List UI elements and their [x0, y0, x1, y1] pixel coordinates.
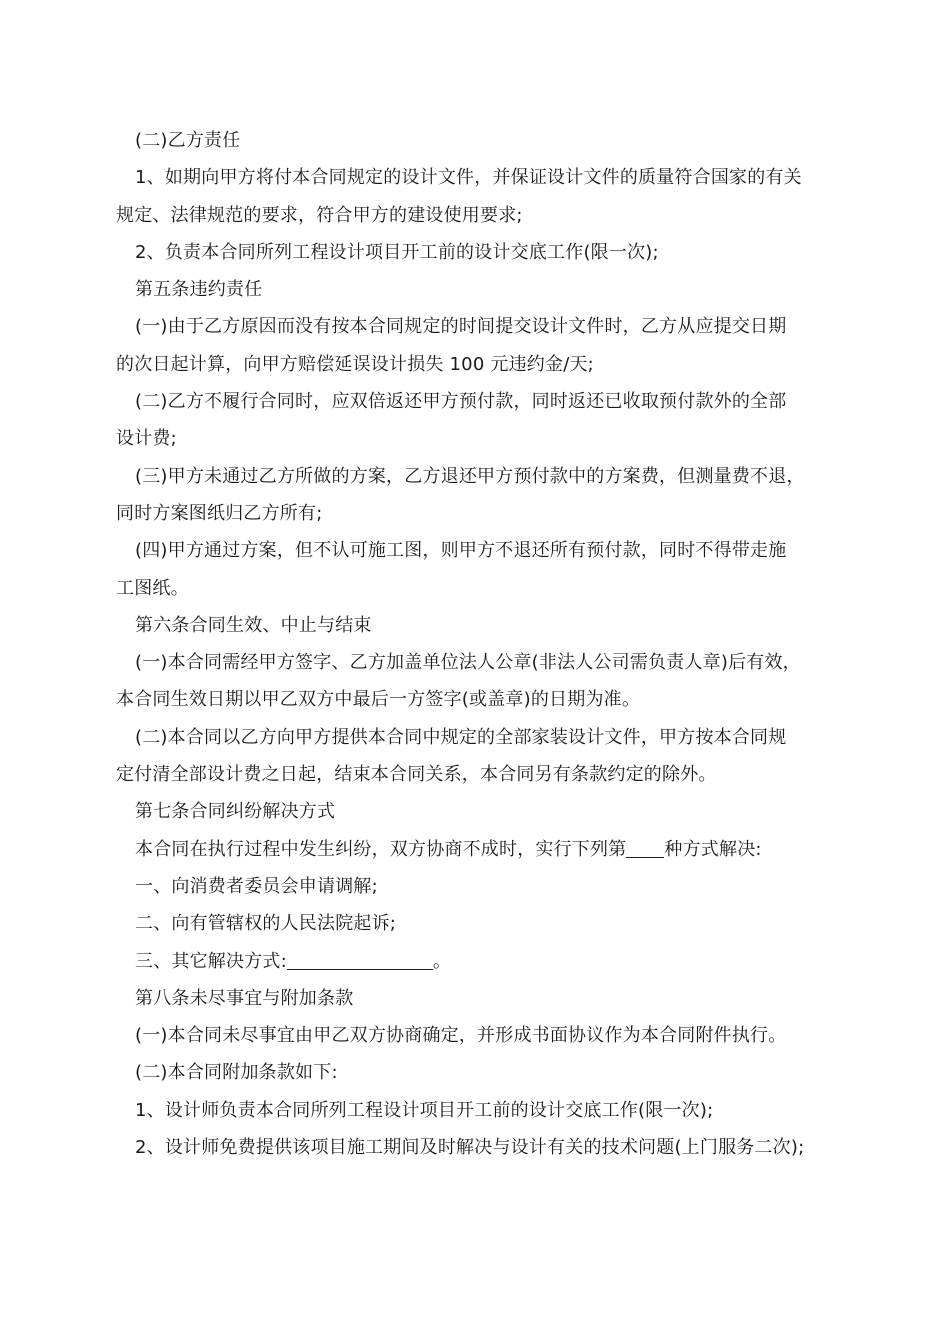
document-body — [116, 122, 856, 1166]
article-heading-breach-liability: 第五条违约责任 — [135, 279, 263, 301]
fill-in-blank-other-method[interactable] — [287, 951, 433, 970]
article-heading-supplementary-terms: 第八条未尽事宜与附加条款 — [135, 987, 354, 1009]
clause-paragraph: 一、向消费者委员会申请调解; — [135, 875, 378, 897]
clause-paragraph-with-blank: 三、其它解决方式: 。 — [135, 950, 452, 972]
clause-paragraph: 2、设计师免费提供该项目施工期间及时解决与设计有关的技术问题(上门服务二次); — [135, 1137, 805, 1159]
clause-paragraph: 1、如期向甲方将付本合同规定的设计文件，并保证设计文件的质量符合国家的有关 规定、法律规范的要求，符合甲方的建设使用要求; — [116, 167, 802, 226]
clause-paragraph: 2、负责本合同所列工程设计项目开工前的设计交底工作(限一次); — [135, 241, 659, 263]
clause-paragraph: (三)甲方未通过乙方所做的方案，乙方退还甲方预付款中的方案费，但测量费不退， 同时方案图纸归乙方所有; — [116, 465, 805, 524]
clause-paragraph: 1、设计师负责本合同所列工程设计项目开工前的设计交底工作(限一次); — [135, 1099, 714, 1121]
section-heading-party-b-responsibility: (二)乙方责任 — [135, 130, 241, 151]
clause-paragraph: (二)本合同以乙方向甲方提供本合同中规定的全部家装设计文件，甲方按本合同规 定付清全部设计费之日起，结束本合同关系，本合同另有条款约定的除外。 — [116, 726, 787, 786]
clause-paragraph: (一)由于乙方原因而没有按本合同规定的时间提交设计文件时，乙方从应提交日期 的次日起计算，向甲方赔偿延误设计损失 100 元违约金/天; — [116, 316, 787, 375]
clause-paragraph: (一)本合同需经甲方签字、乙方加盖单位法人公章(非法人公司需负责人章)后有效， 本合同生效日期以甲乙双方中最后一方签字(或盖章)的日期为准。 — [116, 652, 801, 711]
clause-paragraph: 二、向有管辖权的人民法院起诉; — [135, 913, 397, 935]
clause-paragraph: (一)本合同未尽事宜由甲乙双方协商确定，并形成书面协议作为本合同附件执行。 — [135, 1025, 787, 1047]
fill-in-blank-method-number[interactable] — [626, 839, 664, 858]
clause-paragraph: (二)本合同附加条款如下: — [135, 1062, 338, 1084]
clause-paragraph-with-blank: 本合同在执行过程中发生纠纷，双方协商不成时，实行下列第 种方式解决: — [135, 838, 762, 860]
clause-paragraph: (二)乙方不履行合同时，应双倍返还甲方预付款，同时返还已收取预付款外的全部 设计费; — [116, 391, 787, 450]
article-heading-dispute-resolution: 第七条合同纠纷解决方式 — [135, 801, 336, 823]
article-heading-contract-effect: 第六条合同生效、中止与结束 — [135, 614, 372, 636]
clause-paragraph: (四)甲方通过方案，但不认可施工图，则甲方不退还所有预付款，同时不得带走施 工图纸。 — [116, 540, 787, 599]
